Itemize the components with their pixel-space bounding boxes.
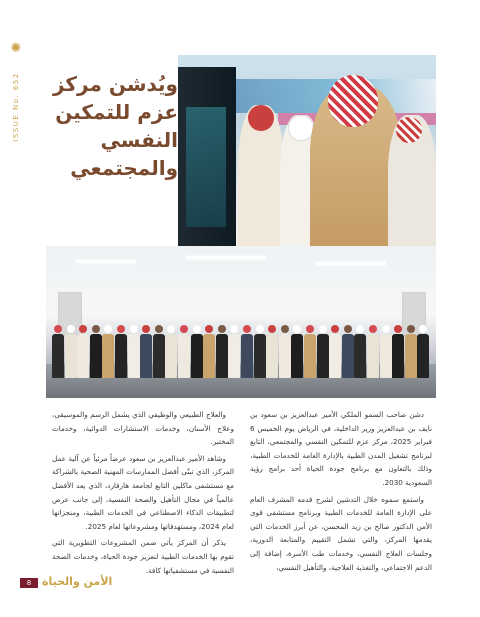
group-person-figure	[52, 325, 64, 378]
group-person-figure	[65, 325, 77, 378]
group-person-figure	[115, 325, 127, 378]
group-person-figure	[317, 325, 329, 378]
group-person-figure	[216, 325, 228, 378]
group-person-figure	[77, 325, 89, 378]
issue-number-text: ISSUE No. 652	[12, 72, 20, 142]
group-photo	[46, 246, 436, 398]
page-number: 8	[20, 578, 38, 588]
group-person-figure	[417, 325, 429, 378]
group-person-figure	[254, 325, 266, 378]
group-person-figure	[405, 325, 417, 378]
group-person-figure	[153, 325, 165, 378]
article-title	[52, 70, 178, 182]
group-person-figure	[304, 325, 316, 378]
group-person-figure	[367, 325, 379, 378]
group-person-figure	[102, 325, 114, 378]
group-person-figure	[140, 325, 152, 378]
group-person-figure	[165, 325, 177, 378]
group-person-figure	[203, 325, 215, 378]
group-person-figure	[342, 325, 354, 378]
group-person-figure	[228, 325, 240, 378]
group-person-figure	[392, 325, 404, 378]
person-head	[328, 75, 378, 127]
paragraph: يذكر أن المركز يأتي ضمن المشروعات التطويرية التي تقوم بها الخدمات الطبية لتعزيز جودة الحياة، وخدمات الصحة النفسية في مستشفياتها كافة.	[52, 538, 234, 575]
issue-number-label	[3, 62, 29, 152]
gold-star-ornament-icon: ✺	[10, 41, 22, 56]
display-screen-graphic	[178, 67, 236, 252]
group-person-figure	[178, 325, 190, 378]
ceiling-light	[186, 256, 266, 259]
title-line: ويُدشن مركز	[52, 72, 178, 96]
paragraph: دشن صاحب السمو الملكي الأمير عبدالعزيز بن سعود بن نايف بن عبدالعزيز وزير الداخلية، في الرياض يوم الخميس 6 فبراير 2025، مركز عزم للتمكين النفسي والمجتمعي، التابع لبرنامج تشغيل المدن الطبية بالإدارة العامة للخدمات الطبية، وذلك بالتعاون مع برنامج جودة الحياة أحد برامج رؤية السعودية 2030.	[250, 410, 432, 487]
group-person-figure	[241, 325, 253, 378]
group-person-figure	[191, 325, 203, 378]
inauguration-photo	[178, 55, 436, 255]
group-person-figure	[279, 325, 291, 378]
group-person-figure	[354, 325, 366, 378]
paragraph: وشاهد الأمير عبدالعزيز بن سعود عرضاً مرئياً عن آلية عمل المركز، الذي تبنّى أفضل الممارسات المهنية الصحية بالشراكة مع مستشفى ماكلين التابع لجامعة هارفارد، الذي يعد الأفضل عالمياً في مجال التأهيل والصحة النفسية، إلى جانب عرض لتطبيقات الذكاء الاصطناعي في الخدمات الطبية، ومنجزاتها لعام 2024، ومستهدفاتها ومشروعاتها لعام 2025.	[52, 453, 234, 531]
ceiling-light	[316, 262, 386, 265]
person-head	[248, 105, 274, 131]
article-column-left	[52, 408, 234, 580]
paragraph: والعلاج الطبيعي والوظيفي الذي يشمل الرسم والموسيقى، وعلاج الأسنان، وخدمات الاستشارات الدوائية، وخدمات المختبر.	[52, 410, 234, 447]
person-head	[396, 117, 422, 143]
paragraph: واستمع سموه خلال التدشين لشرح قدمه المشرف العام على الإدارة العامة للخدمات الطبية وبرنامج مستشفى قوى الأمن الدكتور صالح بن زيد المحسن، عن أبرز الخدمات التي يقدمها المركز، والتي تشمل التقييم والمتابعة الدورية، وجلسات العلاج النفسي، وخدمات طب الأسرة، إضافة إلى الدعم الاجتماعي، والتغذية العلاجية، والتأهيل النفسي،	[250, 494, 432, 572]
group-person-figure	[380, 325, 392, 378]
group-person-figure	[90, 325, 102, 378]
group-person-figure	[266, 325, 278, 378]
title-line: النفسي	[100, 128, 178, 152]
ceiling-light	[76, 260, 136, 263]
title-line: عزم للتمكين	[55, 100, 178, 124]
group-person-figure	[291, 325, 303, 378]
title-line: والمجتمعي	[70, 156, 178, 180]
group-person-figure	[128, 325, 140, 378]
group-person-figure	[329, 325, 341, 378]
article-column-right	[250, 408, 432, 577]
magazine-name: الأمن والحياة	[42, 575, 113, 588]
